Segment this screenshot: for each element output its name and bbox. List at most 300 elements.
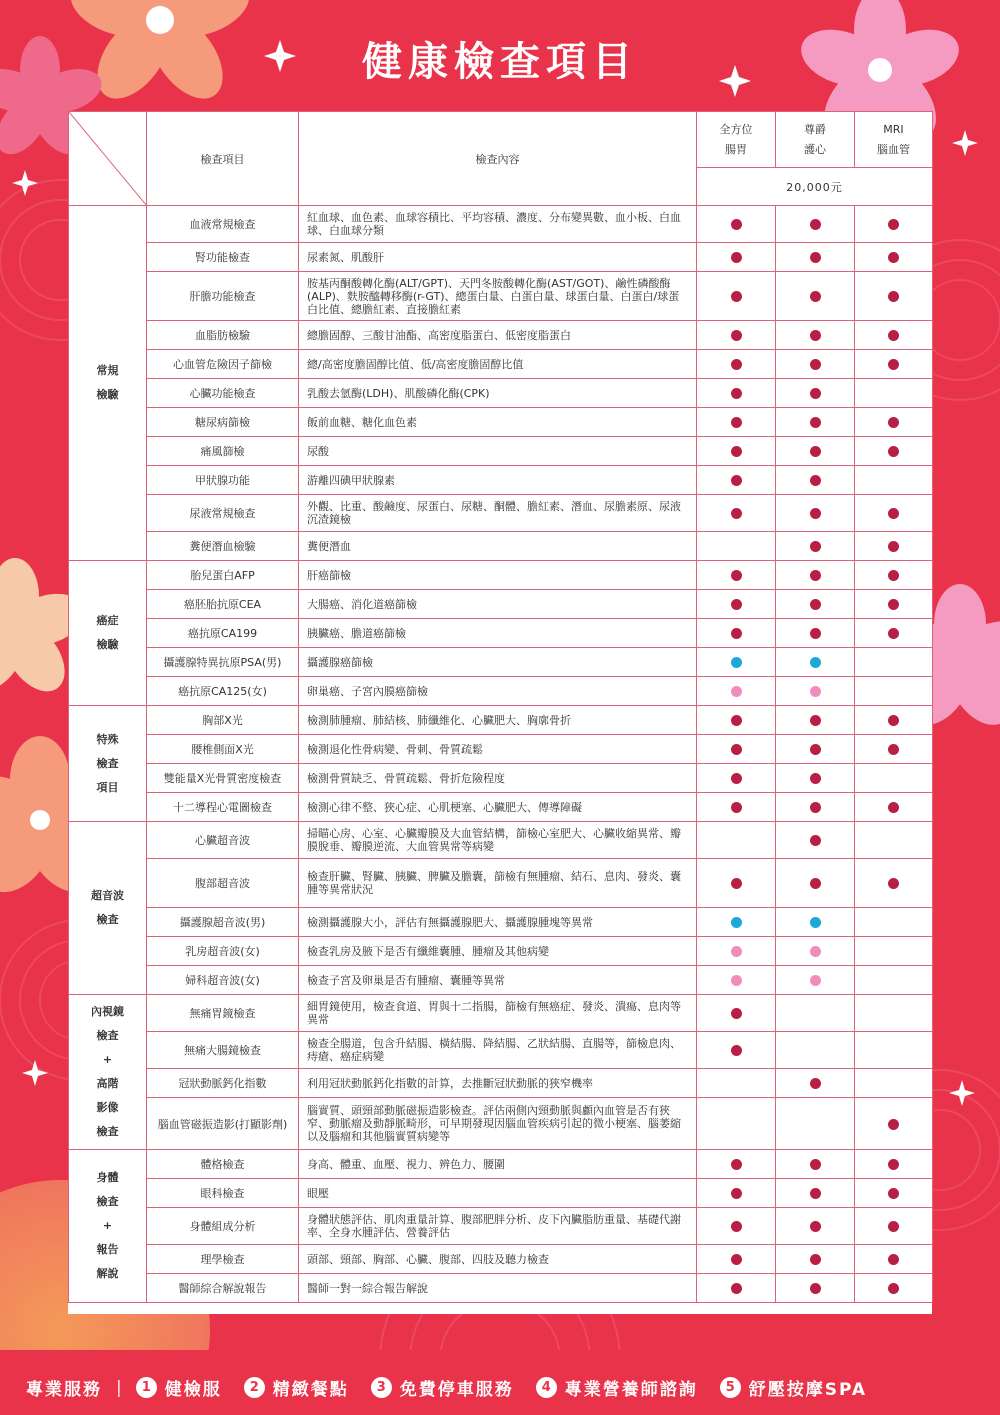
plan-3-cell [855,379,933,408]
included-dot-icon [731,657,742,668]
plan-1-cell [697,1179,776,1208]
plan-2-cell [776,1245,855,1274]
included-dot-icon [731,1221,742,1232]
plan-1-cell [697,1098,776,1150]
exam-item: 甲狀腺功能 [147,466,299,495]
plan-2-cell [776,561,855,590]
plan-2-cell [776,379,855,408]
plan-1-cell [697,1274,776,1303]
plan-2-cell [776,408,855,437]
included-dot-icon [810,291,821,302]
plan-2-cell [776,859,855,908]
included-dot-icon [888,359,899,370]
plan-2-cell [776,532,855,561]
included-dot-icon [731,599,742,610]
exam-item: 心臟功能檢查 [147,379,299,408]
plan-1-cell [697,408,776,437]
plan-1-cell [697,561,776,590]
plan-1-cell [697,706,776,735]
table-row [69,350,933,379]
table-row [69,1274,933,1303]
included-dot-icon [810,541,821,552]
plan-1-cell [697,1245,776,1274]
plan-2-cell [776,206,855,243]
included-dot-icon [810,599,821,610]
exam-content: 眼壓 [299,1179,697,1208]
exam-content: 尿酸 [299,437,697,466]
plan-3-cell [855,822,933,859]
exam-content: 檢測肺腫瘤、肺結核、肺纖維化、心臟肥大、胸廓骨折 [299,706,697,735]
table-row [69,1245,933,1274]
exam-content: 攝護腺癌篩檢 [299,648,697,677]
footer-divider: | [116,1377,122,1398]
included-dot-icon [731,1254,742,1265]
included-dot-icon [731,628,742,639]
exam-content: 乳酸去氫酶(LDH)、肌酸磷化酶(CPK) [299,379,697,408]
exam-item: 胸部X光 [147,706,299,735]
plan-3-cell [855,1245,933,1274]
plan-3-cell [855,1098,933,1150]
exam-item: 胎兒蛋白AFP [147,561,299,590]
included-dot-icon [888,744,899,755]
plan-1-cell [697,735,776,764]
number-badge: 2 [244,1377,265,1398]
plan-3-cell [855,206,933,243]
plan-1-cell [697,859,776,908]
exam-item: 糖尿病篩檢 [147,408,299,437]
table-row [69,1069,933,1098]
plan-1-cell [697,648,776,677]
included-dot-icon [888,878,899,889]
plan-2-cell [776,619,855,648]
service-item: 2 精緻餐點 [244,1375,349,1400]
plan-1-cell [697,321,776,350]
included-dot-icon [810,1159,821,1170]
table-row [69,966,933,995]
exam-item: 尿液常規檢查 [147,495,299,532]
exam-content: 糞便潛血 [299,532,697,561]
table-row [69,1179,933,1208]
header-content: 檢查內容 [299,112,697,206]
included-dot-icon [888,330,899,341]
number-badge: 5 [720,1377,741,1398]
plan-3-cell [855,1150,933,1179]
plan-2-cell [776,1069,855,1098]
exam-item: 雙能量X光骨質密度檢查 [147,764,299,793]
included-dot-icon [888,417,899,428]
included-dot-icon [810,330,821,341]
plan-3-cell [855,1208,933,1245]
plan-2-cell [776,648,855,677]
table-row [69,1032,933,1069]
footer-services [0,1360,1000,1415]
plan-3-cell [855,243,933,272]
exam-item: 體格檢查 [147,1150,299,1179]
exam-item: 無痛胃鏡檢查 [147,995,299,1032]
exam-content: 檢測退化性骨病變、骨刺、骨質疏鬆 [299,735,697,764]
exam-item: 癌抗原CA199 [147,619,299,648]
plan-1-cell [697,1069,776,1098]
plan-3-cell [855,466,933,495]
plan-1-cell [697,466,776,495]
header-plan-1: 全方位 腸胃 [697,112,776,168]
corner-diagonal-cell [69,112,147,206]
plan-3-cell [855,495,933,532]
exam-content: 身體狀態評估、肌肉重量計算、腹部肥胖分析、皮下內臟脂肪重量、基礎代謝率、全身水腫評估、營養評估 [299,1208,697,1245]
exam-content: 總/高密度膽固醇比值、低/高密度膽固醇比值 [299,350,697,379]
exam-item: 肝膽功能檢查 [147,272,299,321]
plan-3-cell [855,590,933,619]
plan-3-cell [855,735,933,764]
plan-3-cell [855,619,933,648]
plan-3-cell [855,648,933,677]
included-dot-icon [810,878,821,889]
plan-3-cell [855,966,933,995]
table-row [69,619,933,648]
plan-2-cell [776,677,855,706]
included-dot-icon [888,219,899,230]
included-dot-icon [731,359,742,370]
exam-item: 糞便潛血檢驗 [147,532,299,561]
plan-2-cell [776,1032,855,1069]
exam-content: 醫師一對一綜合報告解說 [299,1274,697,1303]
exam-content: 檢查全腸道，包含升結腸、橫結腸、降結腸、乙狀結腸、直腸等，篩檢息肉、痔瘡、癌症病變 [299,1032,697,1069]
plan-1-cell [697,937,776,966]
exam-item: 心臟超音波 [147,822,299,859]
plan-2-cell [776,937,855,966]
included-dot-icon [731,291,742,302]
included-dot-icon [888,1119,899,1130]
plan-2-cell [776,1208,855,1245]
included-dot-icon [731,917,742,928]
plan-3-cell [855,1069,933,1098]
included-dot-icon [731,1159,742,1170]
included-dot-icon [888,252,899,263]
exam-content: 檢查子宮及卵巢是否有腫瘤、囊腫等異常 [299,966,697,995]
plan-2-cell [776,793,855,822]
included-dot-icon [810,773,821,784]
included-dot-icon [731,1045,742,1056]
plan-1-cell [697,793,776,822]
included-dot-icon [888,291,899,302]
plan-2-cell [776,437,855,466]
exam-content: 游離四碘甲狀腺素 [299,466,697,495]
included-dot-icon [888,570,899,581]
plan-3-cell [855,532,933,561]
plan-1-cell [697,619,776,648]
included-dot-icon [731,975,742,986]
included-dot-icon [731,330,742,341]
included-dot-icon [810,835,821,846]
included-dot-icon [731,1188,742,1199]
exam-content: 細胃鏡使用，檢查食道、胃與十二指腸，篩檢有無癌症、發炎、潰瘍、息肉等異常 [299,995,697,1032]
exam-content: 腦實質、頭頸部動脈磁振造影檢查。評估兩側內頸動脈與顱內血管是否有狹窄、動脈瘤及動靜脈畸形，可早期發現因腦血管疾病引起的微小梗塞、腦萎縮以及腦瘤和其他腦實質病變等 [299,1098,697,1150]
exam-content: 尿素氮、肌酸肝 [299,243,697,272]
plan-2-cell [776,1274,855,1303]
included-dot-icon [888,1283,899,1294]
plan-3-cell [855,321,933,350]
included-dot-icon [731,802,742,813]
table-row [69,937,933,966]
category-label: 身體 檢查 + 報告 解說 [69,1150,147,1303]
plan-1-cell [697,350,776,379]
plan-1-cell [697,437,776,466]
included-dot-icon [810,657,821,668]
exam-item: 心血管危險因子篩檢 [147,350,299,379]
exam-content: 檢查肝臟、腎臟、胰臟、脾臟及膽囊，篩檢有無腫瘤、結石、息肉、發炎、囊腫等異常狀況 [299,859,697,908]
service-item: 3 免費停車服務 [371,1375,514,1400]
exam-item: 無痛大腸鏡檢查 [147,1032,299,1069]
exam-content: 外觀、比重、酸鹼度、尿蛋白、尿糖、酮體、膽紅素、潛血、尿膽素原、尿液沉渣鏡檢 [299,495,697,532]
included-dot-icon [810,1221,821,1232]
diagonal-line [69,112,147,206]
exam-content: 檢測攝護腺大小，評估有無攝護腺肥大、攝護腺腫塊等異常 [299,908,697,937]
table-row [69,1150,933,1179]
plan-1-cell [697,495,776,532]
included-dot-icon [810,802,821,813]
included-dot-icon [888,715,899,726]
exam-item: 身體組成分析 [147,1208,299,1245]
exam-item: 理學檢查 [147,1245,299,1274]
included-dot-icon [731,1283,742,1294]
table-row [69,995,933,1032]
plan-2-cell [776,590,855,619]
plan-3-cell [855,272,933,321]
service-item: 1 健檢服 [136,1375,222,1400]
included-dot-icon [810,1283,821,1294]
table-row [69,859,933,908]
plan-2-cell [776,908,855,937]
plan-1-cell [697,1208,776,1245]
included-dot-icon [731,878,742,889]
number-badge: 1 [136,1377,157,1398]
exam-content: 卵巢癌、子宮內膜癌篩檢 [299,677,697,706]
exam-item: 腹部超音波 [147,859,299,908]
included-dot-icon [810,570,821,581]
exam-item: 十二導程心電圖檢查 [147,793,299,822]
plan-3-cell [855,1179,933,1208]
plan-1-cell [697,908,776,937]
number-badge: 3 [371,1377,392,1398]
service-item: 5 舒壓按摩SPA [720,1375,867,1400]
included-dot-icon [810,417,821,428]
plan-2-cell [776,272,855,321]
included-dot-icon [810,446,821,457]
included-dot-icon [810,715,821,726]
plan-2-cell [776,350,855,379]
plan-1-cell [697,822,776,859]
table-row [69,495,933,532]
table-row [69,243,933,272]
exam-content: 檢測骨質缺乏、骨質疏鬆、骨折危險程度 [299,764,697,793]
plan-1-cell [697,677,776,706]
exam-item: 癌胚胎抗原CEA [147,590,299,619]
plan-1-cell [697,966,776,995]
exam-item: 乳房超音波(女) [147,937,299,966]
included-dot-icon [731,508,742,519]
plan-3-cell [855,1274,933,1303]
included-dot-icon [731,744,742,755]
plan-2-cell [776,1150,855,1179]
plan-3-cell [855,437,933,466]
price-label: 20,000元 [697,168,933,206]
plan-2-cell [776,466,855,495]
plan-2-cell [776,1179,855,1208]
included-dot-icon [731,1008,742,1019]
included-dot-icon [888,802,899,813]
plan-2-cell [776,321,855,350]
table-row [69,677,933,706]
table-row [69,793,933,822]
plan-3-cell [855,908,933,937]
included-dot-icon [810,252,821,263]
table-row [69,561,933,590]
included-dot-icon [731,715,742,726]
table-row [69,648,933,677]
included-dot-icon [888,1159,899,1170]
category-label: 常規 檢驗 [69,206,147,561]
table-row [69,321,933,350]
exam-item: 腦血管磁振造影(打顯影劑) [147,1098,299,1150]
category-label: 超音波 檢查 [69,822,147,995]
included-dot-icon [731,686,742,697]
plan-3-cell [855,408,933,437]
table-row [69,735,933,764]
plan-3-cell [855,995,933,1032]
table-row [69,206,933,243]
table-row [69,822,933,859]
header-plan-3: MRI 腦血管 [855,112,933,168]
plan-2-cell [776,764,855,793]
plan-3-cell [855,793,933,822]
plan-2-cell [776,822,855,859]
exam-item: 腰椎側面X光 [147,735,299,764]
table-row [69,379,933,408]
included-dot-icon [810,359,821,370]
exam-content: 檢測心律不整、狹心症、心肌梗塞、心臟肥大、傳導障礙 [299,793,697,822]
plan-2-cell [776,495,855,532]
category-label: 內視鏡 檢查 + 高階 影像 檢查 [69,995,147,1150]
exam-content: 胺基丙酮酸轉化酶(ALT/GPT)、天門冬胺酸轉化酶(AST/GOT)、鹼性磷酸酶(ALP)、麩胺醯轉移酶(r-GT)、總蛋白量、白蛋白量、球蛋白量、白蛋白/球蛋白比值、總膽紅素、直接膽紅素 [299,272,697,321]
included-dot-icon [888,1254,899,1265]
exam-item: 腎功能檢查 [147,243,299,272]
exam-table [68,111,933,1303]
included-dot-icon [731,570,742,581]
exam-content: 頭部、頸部、胸部、心臟、腹部、四肢及聽力檢查 [299,1245,697,1274]
included-dot-icon [810,1188,821,1199]
plan-3-cell [855,677,933,706]
exam-item: 攝護腺超音波(男) [147,908,299,937]
table-row [69,437,933,466]
exam-content: 飯前血糖、糖化血色素 [299,408,697,437]
exam-content: 紅血球、血色素、血球容積比、平均容積、濃度、分布變異數、血小板、白血球、白血球分類 [299,206,697,243]
exam-item: 血脂肪檢驗 [147,321,299,350]
included-dot-icon [731,773,742,784]
plan-3-cell [855,706,933,735]
plan-3-cell [855,859,933,908]
plan-3-cell [855,1032,933,1069]
included-dot-icon [888,1221,899,1232]
table-row [69,908,933,937]
plan-3-cell [855,350,933,379]
included-dot-icon [810,219,821,230]
number-badge: 4 [536,1377,557,1398]
plan-1-cell [697,1150,776,1179]
footer-lead: 專業服務 [26,1380,102,1400]
exam-content: 大腸癌、消化道癌篩檢 [299,590,697,619]
header-plan-2: 尊爵 護心 [776,112,855,168]
plan-1-cell [697,206,776,243]
included-dot-icon [731,446,742,457]
table-row [69,408,933,437]
plan-2-cell [776,735,855,764]
exam-content: 掃瞄心房、心室、心臟瓣膜及大血管結構，篩檢心室肥大、心臟收縮異常、瓣膜脫垂、瓣膜逆流、大血管異常等病變 [299,822,697,859]
plan-1-cell [697,995,776,1032]
included-dot-icon [888,541,899,552]
exam-item: 攝護腺特異抗原PSA(男) [147,648,299,677]
included-dot-icon [810,917,821,928]
included-dot-icon [888,599,899,610]
exam-item: 血液常規檢查 [147,206,299,243]
header-item: 檢查項目 [147,112,299,206]
plan-3-cell [855,764,933,793]
plan-1-cell [697,764,776,793]
included-dot-icon [888,508,899,519]
plan-1-cell [697,1032,776,1069]
exam-content: 身高、體重、血壓、視力、辨色力、腰圍 [299,1150,697,1179]
table-row [69,272,933,321]
plan-2-cell [776,243,855,272]
category-label: 癌症 檢驗 [69,561,147,706]
included-dot-icon [731,946,742,957]
plan-2-cell [776,706,855,735]
service-item: 4 專業營養師諮詢 [536,1375,698,1400]
page-title: 健康檢查項目 [362,39,638,85]
included-dot-icon [810,508,821,519]
exam-item: 冠狀動脈鈣化指數 [147,1069,299,1098]
included-dot-icon [731,219,742,230]
included-dot-icon [810,946,821,957]
exam-content: 利用冠狀動脈鈣化指數的計算，去推斷冠狀動脈的狹窄機率 [299,1069,697,1098]
plan-2-cell [776,966,855,995]
table-row [69,1098,933,1150]
plan-1-cell [697,532,776,561]
included-dot-icon [888,446,899,457]
plan-1-cell [697,272,776,321]
exam-item: 癌抗原CA125(女) [147,677,299,706]
exam-item: 婦科超音波(女) [147,966,299,995]
included-dot-icon [731,388,742,399]
plan-2-cell [776,995,855,1032]
included-dot-icon [810,744,821,755]
included-dot-icon [731,417,742,428]
exam-item: 眼科檢查 [147,1179,299,1208]
included-dot-icon [810,1254,821,1265]
included-dot-icon [810,475,821,486]
included-dot-icon [888,628,899,639]
exam-item: 痛風篩檢 [147,437,299,466]
exam-content: 肝癌篩檢 [299,561,697,590]
plan-1-cell [697,243,776,272]
plan-1-cell [697,590,776,619]
included-dot-icon [888,1188,899,1199]
included-dot-icon [810,628,821,639]
plan-2-cell [776,1098,855,1150]
exam-content: 檢查乳房及腋下是否有纖維囊腫、腫瘤及其他病變 [299,937,697,966]
table-row [69,764,933,793]
included-dot-icon [810,975,821,986]
table-row [69,706,933,735]
